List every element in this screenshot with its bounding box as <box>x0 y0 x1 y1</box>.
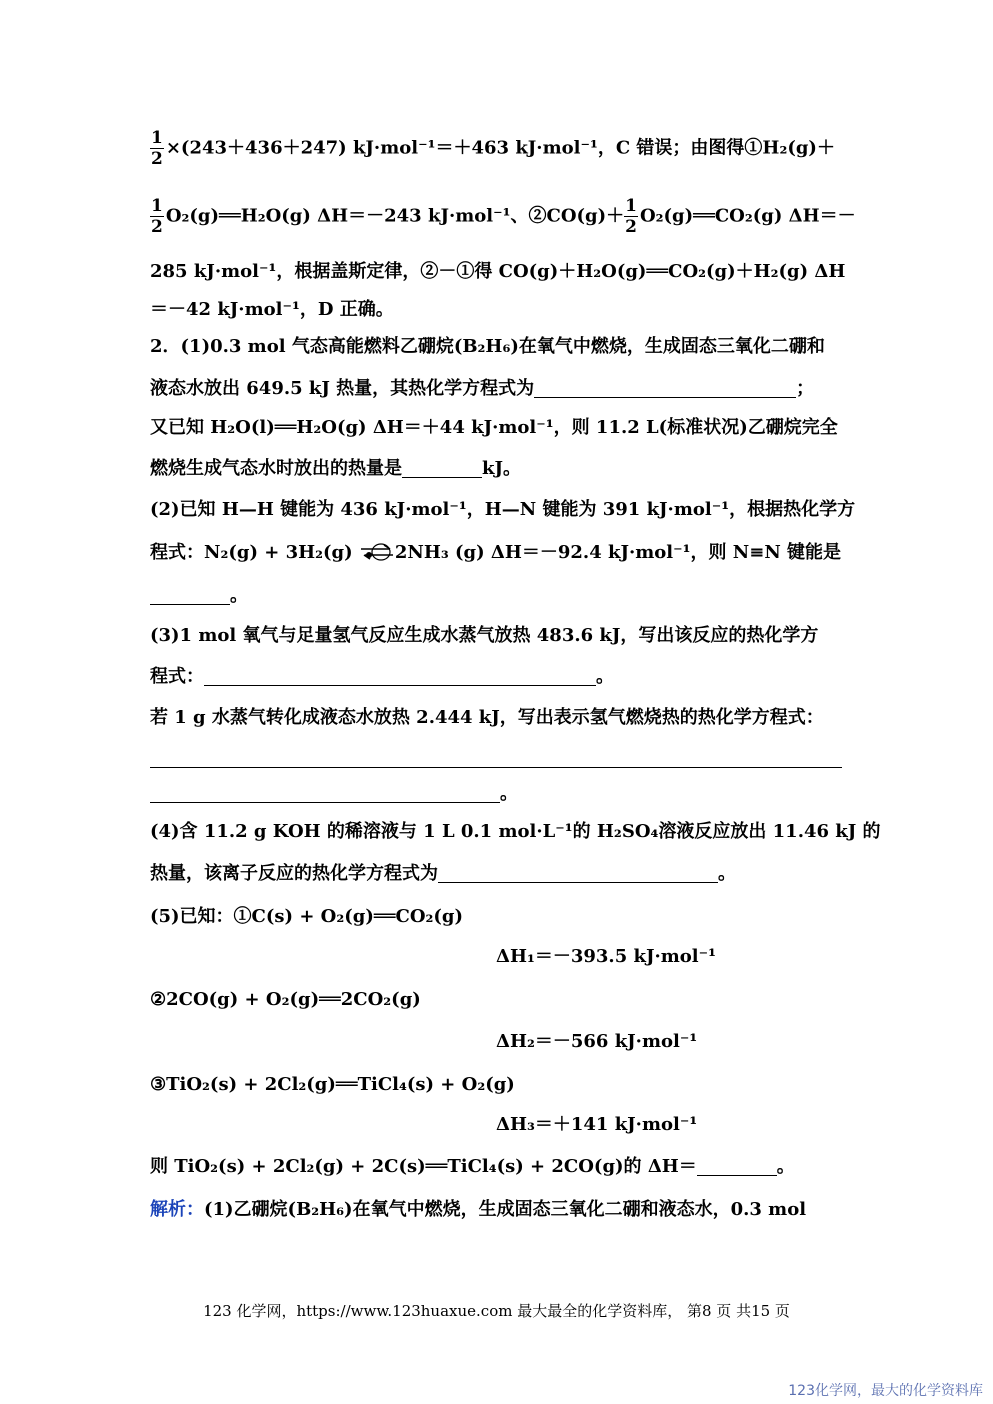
line-text: 。 <box>500 783 518 804</box>
line-text: 。 <box>776 1156 795 1177</box>
text-line-10 <box>150 541 843 565</box>
text-line-6 <box>150 377 843 401</box>
line-text: 则 TiO₂(s) + 2Cl₂(g) + 2C(s)══TiCl₄(s) + 2CO(g)的 ΔH＝ <box>150 1156 697 1177</box>
line-text: O₂(g)══CO₂(g) ΔH＝－ <box>639 205 856 227</box>
answer-blank[interactable] <box>697 1157 777 1176</box>
answer-blank[interactable] <box>150 586 230 605</box>
answer-blank[interactable] <box>204 667 596 686</box>
line-text: kJ。 <box>482 458 521 479</box>
line-text: 热量，该离子反应的热化学方程式为 <box>150 863 438 884</box>
reversible-arrow-icon <box>359 543 395 561</box>
enthalpy-2: ΔH₂＝－566 kJ·mol⁻¹ <box>496 1031 698 1052</box>
question-2-part-5: (5)已知：①C(s) + O₂(g)══CO₂(g) <box>150 906 464 927</box>
text-line-8 <box>150 457 843 481</box>
answer-blank[interactable] <box>402 459 482 478</box>
line-text: 。 <box>718 863 736 884</box>
line-text: 2NH₃ (g) ΔH＝－92.4 kJ·mol⁻¹，则 N≡N 键能是 <box>394 542 842 563</box>
text-line-14: 若 1 g 水蒸气转化成液态水放热 2.444 kJ，写出表示氢气燃烧热的热化学方程式： <box>150 707 824 728</box>
line-text: 液态水放出 649.5 kJ 热量，其热化学方程式为 <box>150 378 535 399</box>
line-text: 程式： <box>150 666 204 687</box>
fraction <box>150 196 164 237</box>
line-text: 。 <box>596 666 614 687</box>
analysis-label: 解析： <box>150 1199 204 1220</box>
fraction <box>624 196 638 237</box>
text-line-1 <box>150 128 843 169</box>
text-line-11 <box>150 584 843 608</box>
equation-3: ③TiO₂(s) + 2Cl₂(g)══TiCl₄(s) + O₂(g) <box>150 1074 515 1095</box>
text-line-13 <box>150 665 843 689</box>
line-text: (1)乙硼烷(B₂H₆)在氧气中燃烧，生成固态三氧化二硼和液态水，0.3 mol <box>204 1199 807 1220</box>
fraction-denominator: 2 <box>625 217 637 237</box>
line-text: O₂(g)══H₂O(g) ΔH＝－243 kJ·mol⁻¹、②CO(g)＋ <box>165 205 625 227</box>
analysis-line <box>150 1198 843 1222</box>
line-text: ； <box>796 378 815 399</box>
question-2-part-4: (4)含 11.2 g KOH 的稀溶液与 1 L 0.1 mol·L⁻¹的 H₂SO₄溶液反应放出 11.46 kJ 的 <box>150 821 881 842</box>
question-2-part-1: 2．(1)0.3 mol 气态高能燃料乙硼烷(B₂H₆)在氧气中燃烧，生成固态三氧化二硼和 <box>150 336 825 357</box>
fraction-denominator: 2 <box>151 149 163 169</box>
fraction-numerator: 1 <box>625 196 637 216</box>
text-line-25 <box>150 1155 843 1179</box>
enthalpy-1: ΔH₁＝－393.5 kJ·mol⁻¹ <box>496 946 717 967</box>
fraction-numerator: 1 <box>151 196 163 216</box>
text-line-2 <box>150 196 856 237</box>
answer-blank[interactable] <box>534 379 796 398</box>
question-2-part-3: (3)1 mol 氧气与足量氢气反应生成水蒸气放热 483.6 kJ，写出该反应的热化学方 <box>150 625 819 646</box>
text-line-18 <box>150 862 843 886</box>
equation-2: ②2CO(g) + O₂(g)══2CO₂(g) <box>150 989 421 1010</box>
line-text: ×(243＋436＋247) kJ·mol⁻¹＝＋463 kJ·mol⁻¹，C 错误；由图得①H₂(g)＋ <box>165 137 835 159</box>
watermark: 123化学网，最大的化学资料库 <box>788 1383 983 1399</box>
text-line-4: ＝－42 kJ·mol⁻¹，D 正确。 <box>150 299 394 320</box>
answer-blank[interactable] <box>150 784 500 803</box>
line-text: 程式：N₂(g) + 3H₂(g) <box>150 542 353 563</box>
enthalpy-3: ΔH₃＝＋141 kJ·mol⁻¹ <box>496 1114 698 1135</box>
page-footer: 123 化学网，https://www.123huaxue.com 最大最全的化学资料库， 第8 页 共15 页 <box>203 1302 790 1320</box>
fraction <box>150 128 164 169</box>
fraction-denominator: 2 <box>151 217 163 237</box>
text-line-7: 又已知 H₂O(l)══H₂O(g) ΔH＝＋44 kJ·mol⁻¹，则 11.2 L(标准状况)乙硼烷完全 <box>150 417 838 438</box>
text-line-16 <box>150 782 843 806</box>
question-2-part-2: (2)已知 H—H 键能为 436 kJ·mol⁻¹，H—N 键能为 391 kJ·mol⁻¹，根据热化学方 <box>150 499 856 520</box>
answer-blank[interactable] <box>438 864 718 883</box>
answer-line[interactable] <box>150 767 842 768</box>
line-text: 燃烧生成气态水时放出的热量是 <box>150 458 402 479</box>
text-line-3: 285 kJ·mol⁻¹，根据盖斯定律，②－①得 CO(g)＋H₂O(g)══CO₂(g)＋H₂(g) ΔH <box>150 261 846 282</box>
line-text: 。 <box>230 585 248 606</box>
fraction-numerator: 1 <box>151 128 163 148</box>
